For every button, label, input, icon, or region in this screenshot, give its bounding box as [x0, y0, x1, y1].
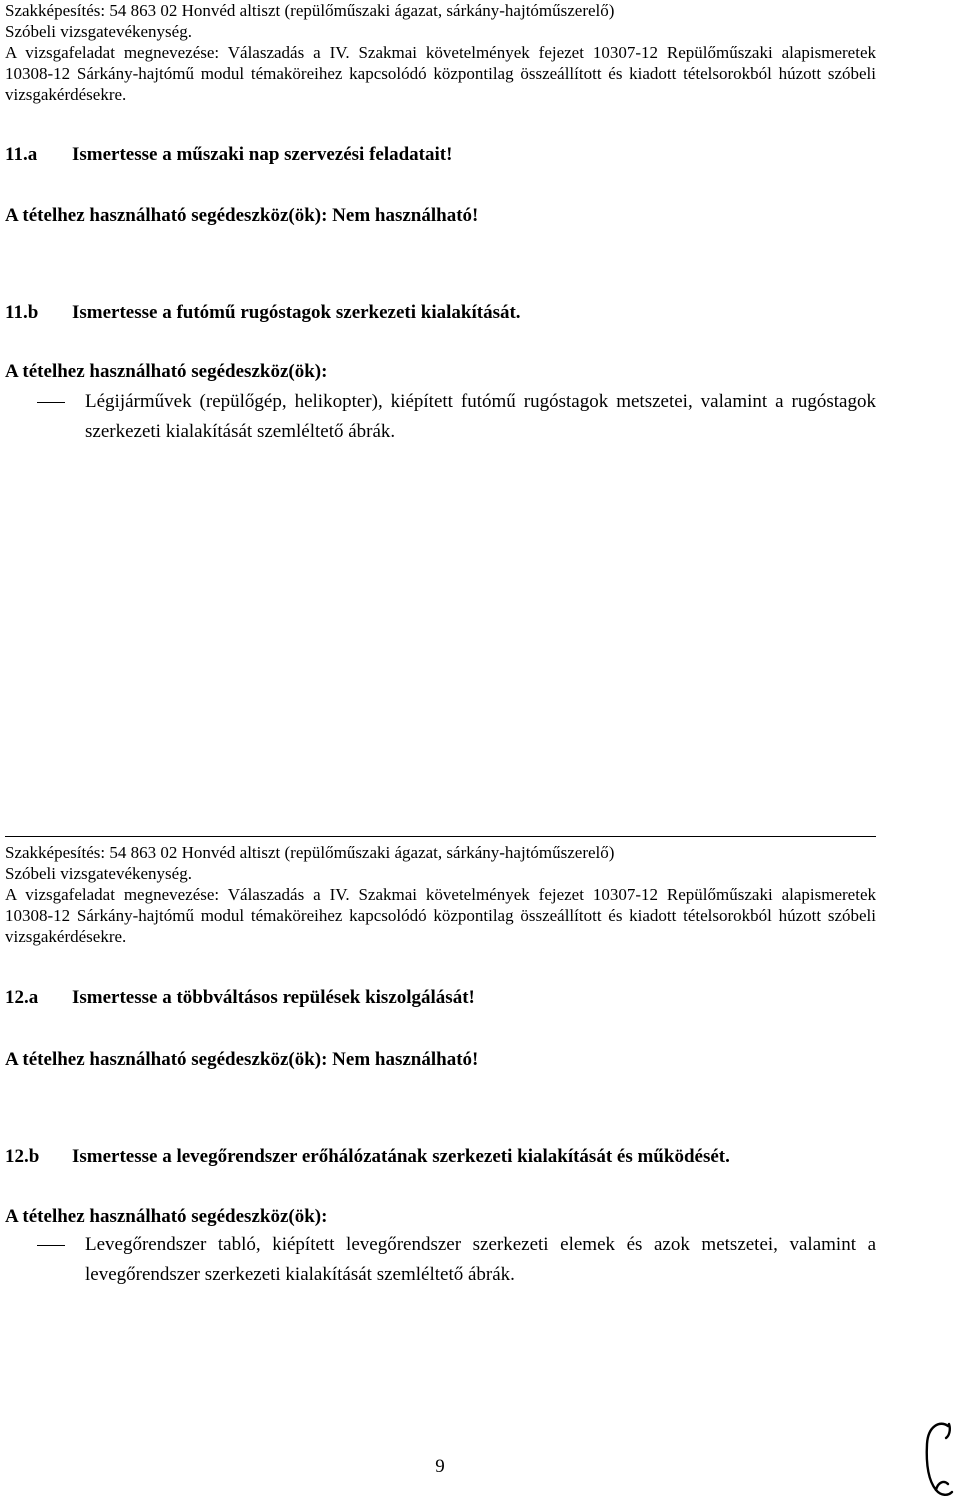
task-number: 11.a [5, 144, 38, 165]
task-number: 12.a [5, 987, 39, 1008]
qualification-line: Szakképesítés: 54 863 02 Honvéd altiszt (repülőműszaki ágazat, sárkány-hajtóműszerelő) [5, 1, 615, 20]
section-header [5, 0, 876, 105]
task-11b [5, 302, 905, 324]
aids-note: A tételhez használható segédeszköz(ök): Nem használható! [5, 1049, 479, 1070]
aids-list-item [85, 1230, 876, 1290]
dash-bullet-icon [37, 402, 65, 403]
aids-item-text: Légijárművek (repülőgép, helikopter), kiépített futómű rugóstagok metszetei, valamint a rugóstagok szerkezeti kialakítását szemléltető ábrák. [85, 391, 876, 442]
page-number: 9 [435, 1456, 445, 1477]
section-header [5, 842, 876, 947]
aids-label: A tételhez használható segédeszköz(ök): [5, 1206, 328, 1227]
aids-label: A tételhez használható segédeszköz(ök): [5, 361, 328, 382]
aids-note: A tételhez használható segédeszköz(ök): Nem használható! [5, 205, 479, 226]
task-text: Ismertesse a műszaki nap szervezési feladatait! [72, 144, 453, 165]
exam-task-description: A vizsgafeladat megnevezése: Válaszadás a IV. Szakmai követelmények fejezet 10307-12 Repülőműszaki alapismeretek 10308-12 Sárkány-hajtómű modul témaköreihez kapcsolódó központilag összeállított és kiadott tételsorokból húzott szóbeli vizsgakérdésekre. [5, 43, 876, 104]
qualification-line: Szakképesítés: 54 863 02 Honvéd altiszt (repülőműszaki ágazat, sárkány-hajtóműszerelő) [5, 843, 615, 862]
exam-activity-line: Szóbeli vizsgatevékenység. [5, 22, 192, 41]
task-12b [5, 1146, 905, 1168]
signature-initial-icon [918, 1418, 958, 1500]
task-11a [5, 144, 905, 166]
aids-item-text: Levegőrendszer tabló, kiépített levegőrendszer szerkezeti elemek és azok metszetei, valamint a levegőrendszer szerkezeti kialakítását szemléltető ábrák. [85, 1234, 876, 1285]
section-divider [5, 836, 876, 837]
task-number: 11.b [5, 302, 39, 323]
aids-list-item [85, 387, 876, 447]
task-text: Ismertesse a futómű rugóstagok szerkezeti kialakítását. [72, 302, 521, 323]
task-text: Ismertesse a levegőrendszer erőhálózatának szerkezeti kialakítását és működését. [72, 1146, 730, 1167]
task-12a [5, 987, 905, 1009]
task-text: Ismertesse a többváltásos repülések kiszolgálását! [72, 987, 475, 1008]
exam-task-description: A vizsgafeladat megnevezése: Válaszadás a IV. Szakmai követelmények fejezet 10307-12 Repülőműszaki alapismeretek 10308-12 Sárkány-hajtómű modul témaköreihez kapcsolódó központilag összeállított és kiadott tételsorokból húzott szóbeli vizsgakérdésekre. [5, 885, 876, 946]
task-number: 12.b [5, 1146, 40, 1167]
exam-activity-line: Szóbeli vizsgatevékenység. [5, 864, 192, 883]
dash-bullet-icon [37, 1245, 65, 1246]
